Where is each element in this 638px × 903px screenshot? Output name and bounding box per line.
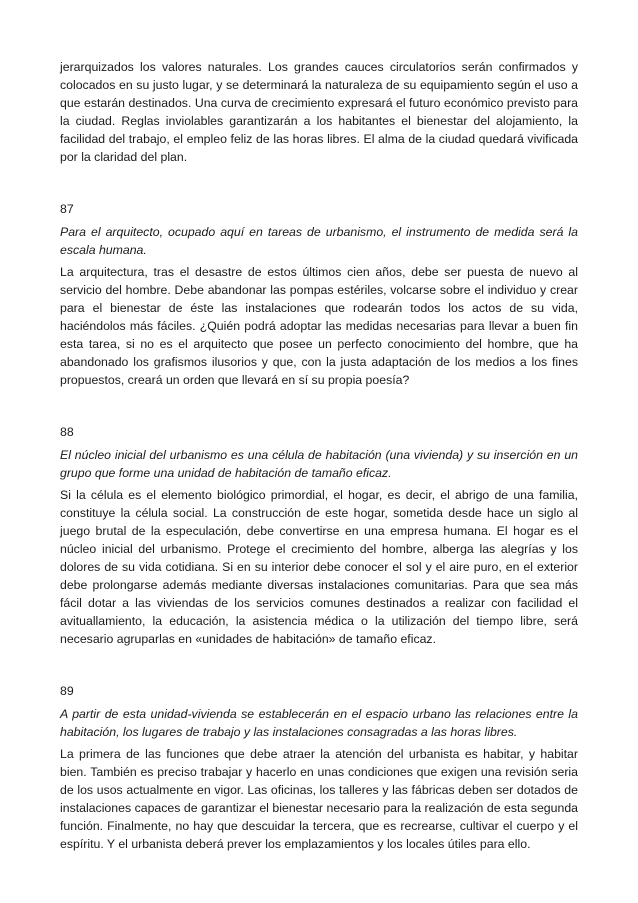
section-number: 88 bbox=[60, 425, 74, 439]
section-87 bbox=[60, 200, 578, 389]
section-88 bbox=[60, 423, 578, 648]
section-89 bbox=[60, 682, 578, 853]
document-page bbox=[60, 58, 578, 887]
intro-paragraph: jerarquizados los valores naturales. Los grandes cauces circulatorios serán confirmados y colocados en su justo lugar, y se determinará la naturaleza de su equipamiento según el uso a que estarán destinados. Una curva de crecimiento expresará el futuro económico previsto para la ciudad. Reglas inviolables garantizarán a los habitantes el bienestar del alojamiento, la facilidad del trabajo, el empleo feliz de las horas libres. El alma de la ciudad quedará vivificada por la claridad del plan. bbox=[60, 60, 578, 164]
section-number: 87 bbox=[60, 202, 74, 216]
section-thesis: Para el arquitecto, ocupado aquí en tareas de urbanismo, el instrumento de medida será la escala humana. bbox=[60, 225, 578, 257]
section-body: La arquitectura, tras el desastre de estos últimos cien años, debe ser puesta de nuevo al servicio del hombre. Debe abandonar las pompas estériles, volcarse sobre el individuo y crear para el bienestar de éste las instalaciones que rodearán todos los actos de su vida, haciéndolos más fáciles. ¿Quién podrá adoptar las medidas necesarias para llevar a buen fin esta tarea, si no es el arquitecto que posee un perfecto conocimiento del hombre, que ha abandonado los grafismos ilusorios y que, con la justa adaptación de los medios a los fines propuestos, creará un orden que llevará en sí su propia poesía? bbox=[60, 265, 578, 387]
section-body: Si la célula es el elemento biológico primordial, el hogar, es decir, el abrigo de una familia, constituye la célula social. La construcción de este hogar, sometida desde hace un siglo al juego brutal de la especulación, debe convertirse en una empresa humana. El hogar es el núcleo inicial del urbanismo. Protege el crecimiento del hombre, alberga las alegrías y los dolores de su vida cotidiana. Si en su interior debe conocer el sol y el aire puro, en el exterior debe prolongarse además mediante diversas instalaciones comunitarias. Para que sea más fácil dotar a las viviendas de los servicios comunes destinados a realizar con facilidad el avituallamiento, la educación, la asistencia médica o la utilización del tiempo libre, será necesario agruparlas en «unidades de habitación» de tamaño eficaz. bbox=[60, 488, 578, 646]
section-number: 89 bbox=[60, 684, 74, 698]
section-thesis: A partir de esta unidad-vivienda se establecerán en el espacio urbano las relaciones entre la habitación, los lugares de trabajo y las instalaciones consagradas a las horas libres. bbox=[60, 707, 578, 739]
section-body: La primera de las funciones que debe atraer la atención del urbanista es habitar, y habitar bien. También es preciso trabajar y hacerlo en unas condiciones que exigen una revisión seria de los usos actualmente en vigor. Las oficinas, los talleres y las fábricas deben ser dotados de instalaciones capaces de garantizar el bienestar necesario para la realización de esta segunda función. Finalmente, no hay que descuidar la tercera, que es recrearse, cultivar el cuerpo y el espíritu. Y el urbanista deberá prever los emplazamientos y los locales útiles para ello. bbox=[60, 747, 578, 851]
section-thesis: El núcleo inicial del urbanismo es una célula de habitación (una vivienda) y su inserción en un grupo que forme una unidad de habitación de tamaño eficaz. bbox=[60, 448, 578, 480]
